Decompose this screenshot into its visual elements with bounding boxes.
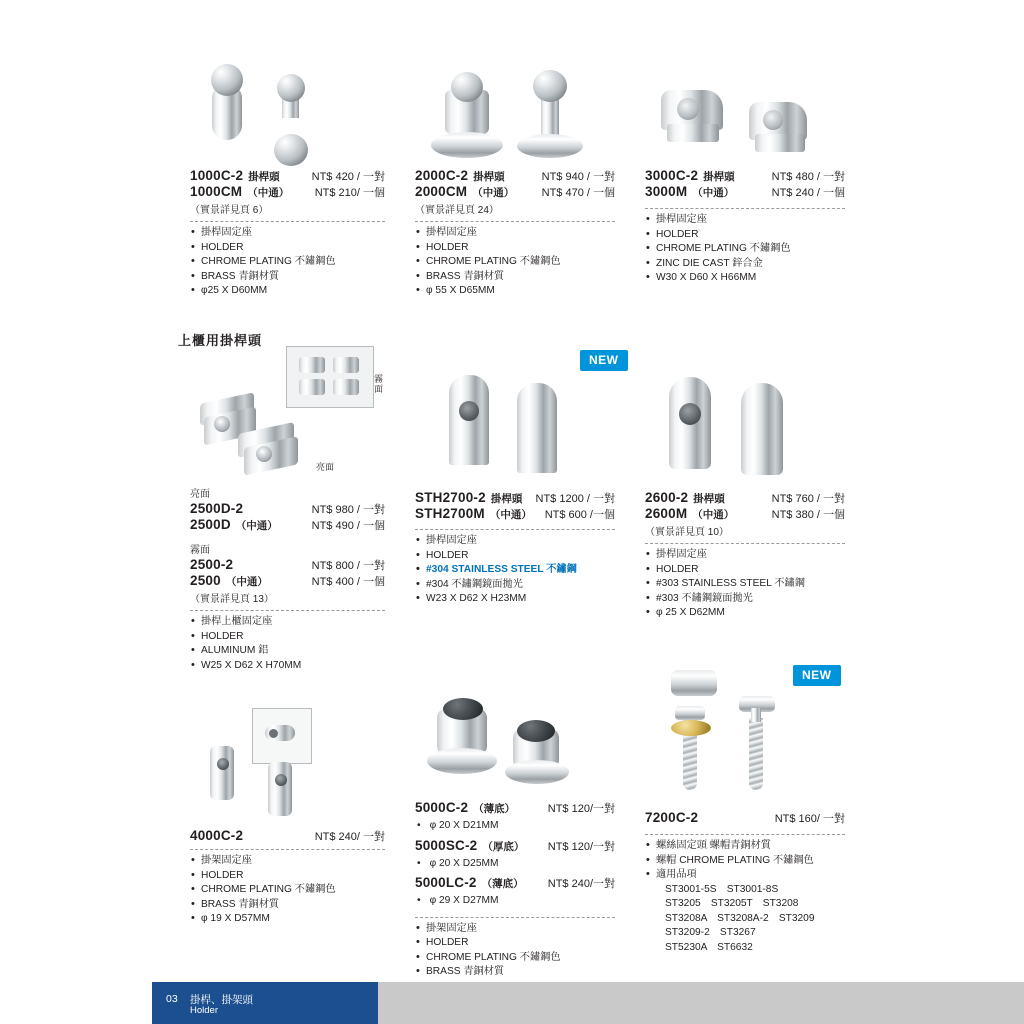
label-matte-vertical: 霧面	[374, 374, 384, 394]
product-code: 2500-2	[190, 557, 234, 572]
product-code-alt: 3000M	[645, 184, 688, 199]
product-5000-group	[415, 690, 615, 980]
label-matte: 霧面	[190, 545, 210, 556]
spec-item: • HOLDER	[190, 630, 385, 645]
product-price-pair: NT$ 160/ 一對	[774, 813, 845, 825]
spec-item: • CHROME PLATING 不鏽鋼色	[190, 255, 385, 270]
product-code-alt: 2000CM	[415, 184, 468, 199]
spec-item: • BRASS 青銅材質	[190, 898, 385, 913]
product-code-alt: 2500D	[190, 517, 231, 532]
product-price-pair: NT$ 120/一對	[547, 803, 615, 815]
product-price-pair: NT$ 1200 / 一對	[535, 493, 615, 505]
label-gloss-small: 亮面	[316, 462, 335, 472]
product-7200c-2	[645, 660, 845, 955]
page-footer	[0, 982, 1024, 1024]
product-price-each: NT$ 210/ 一個	[314, 187, 385, 199]
footer-title-en: Holder	[190, 1005, 218, 1016]
spec-item: • CHROME PLATING 不鏽鋼色	[190, 883, 385, 898]
product-code-sub: 掛桿頭	[248, 171, 280, 183]
product-price-pair: NT$ 800 / 一對	[311, 560, 385, 572]
product-2600-2	[645, 355, 845, 621]
spec-item-highlight: • #304 STAINLESS STEEL 不鏽鋼	[415, 563, 615, 578]
divider	[645, 208, 845, 209]
spec-item: • 掛桿固定座	[645, 548, 845, 563]
spec-item: • BRASS 青銅材質	[190, 270, 385, 285]
spec-item: • ALUMINUM 鋁	[190, 644, 385, 659]
spec-item: • 掛桿固定座	[415, 226, 615, 241]
spec-item: • BRASS 青銅材質	[415, 270, 615, 285]
product-price-pair: NT$ 240/一對	[547, 878, 615, 890]
spec-item: • #304 不鏽鋼鏡面拋光	[415, 578, 615, 593]
spec-item: • 螺絲固定頭 螺帽青銅材質	[645, 839, 845, 854]
product-code-sub: 掛桿頭	[693, 493, 725, 505]
new-badge: NEW	[580, 350, 628, 371]
product-price-pair: NT$ 420 / 一對	[311, 171, 385, 183]
footer-blue-bar	[152, 982, 378, 1024]
product-code-alt-sub: （中通）	[489, 509, 532, 521]
spec-item: • W25 X D62 X H70MM	[190, 659, 385, 674]
product-note: （實景詳見頁 13）	[190, 594, 274, 605]
product-code-sub: （薄底）	[481, 878, 524, 890]
divider	[415, 221, 615, 222]
product-price-pair: NT$ 480 / 一對	[771, 171, 845, 183]
spec-item: • φ 19 X D57MM	[190, 912, 385, 927]
product-code: 7200C-2	[645, 810, 699, 825]
spec-item: • 掛桿固定座	[190, 226, 385, 241]
divider	[645, 543, 845, 544]
product-price-pair: NT$ 980 / 一對	[311, 504, 385, 516]
product-code: 5000SC-2	[415, 837, 478, 853]
divider	[415, 917, 615, 918]
product-image-7200c-2	[645, 660, 845, 810]
product-specs	[645, 213, 845, 286]
product-code-sub: 掛桿頭	[490, 493, 523, 505]
footer-grey-bar	[378, 982, 1024, 1024]
product-code-alt: 2600M	[645, 506, 688, 521]
product-code-alt-sub: （中通）	[235, 520, 278, 532]
product-price-pair: NT$ 120/一對	[547, 840, 615, 853]
product-specs	[190, 854, 385, 927]
product-1000c-2	[190, 40, 385, 299]
product-code-sub: （薄底）	[473, 803, 516, 815]
product-price-each: NT$ 470 / 一個	[541, 187, 615, 199]
product-price-each: NT$ 490 / 一個	[311, 520, 385, 532]
product-specs	[415, 226, 615, 299]
product-specs	[645, 548, 845, 621]
applies-item: ST3209-2 ST3267	[665, 927, 756, 938]
spec-item: • CHROME PLATING 不鏽鋼色	[415, 951, 615, 966]
product-code-alt-sub: （中通）	[247, 187, 290, 199]
product-2500-group	[190, 350, 385, 673]
spec-item: • 掛桿固定座	[415, 534, 615, 549]
product-specs	[415, 922, 615, 980]
product-sub-spec: • φ 20 X D21MM	[417, 820, 499, 831]
product-sth2700-2	[415, 353, 619, 607]
footer-title-zh: 掛桿、掛架頭	[190, 994, 253, 1006]
product-specs	[190, 615, 385, 673]
product-3000c-2	[645, 40, 845, 286]
product-code: 2600-2	[645, 490, 689, 505]
product-code-alt: STH2700M	[415, 506, 485, 521]
spec-item: • 適用品項	[645, 868, 845, 883]
product-price-pair: NT$ 940 / 一對	[541, 171, 615, 183]
product-image-5000	[415, 690, 615, 800]
product-price-each: NT$ 240 / 一個	[771, 187, 845, 199]
section-heading: 上櫃用掛桿頭	[178, 333, 263, 348]
product-image-1000c-2	[190, 40, 385, 168]
divider	[190, 610, 385, 611]
spec-item: • 掛桿上櫃固定座	[190, 615, 385, 630]
spec-item: • HOLDER	[645, 228, 845, 243]
divider	[645, 834, 845, 835]
product-code: 5000LC-2	[415, 875, 477, 890]
product-code-alt-sub: （中通）	[225, 576, 268, 588]
inset-thumbnail	[252, 708, 312, 764]
divider	[415, 529, 615, 530]
spec-item: • 掛架固定座	[415, 922, 615, 937]
spec-item: • #303 STAINLESS STEEL 不鏽鋼	[645, 577, 845, 592]
spec-item: • φ25 X D60MM	[190, 284, 385, 299]
product-code-sub: 掛桿頭	[703, 171, 735, 183]
spec-item: • φ 55 X D65MM	[415, 284, 615, 299]
product-image-2500	[190, 350, 385, 485]
page-number: 03	[166, 993, 178, 1005]
applies-item: ST3208A ST3208A-2 ST3209	[665, 912, 815, 924]
product-code: STH2700-2	[415, 490, 486, 505]
product-code-alt-sub: （中通）	[692, 509, 735, 521]
product-image-3000c-2	[645, 40, 845, 168]
product-code-sub: 掛桿頭	[473, 171, 505, 183]
product-note: （實景詳見頁 10）	[645, 527, 729, 538]
spec-item: • ZINC DIE CAST 鋅合金	[645, 257, 845, 272]
label-gloss: 亮面	[190, 489, 210, 500]
product-image-2000c-2	[415, 40, 615, 168]
product-sub-spec: • φ 20 X D25MM	[417, 857, 499, 869]
product-code-alt-sub: （中通）	[472, 187, 515, 199]
divider	[190, 849, 385, 850]
product-code-alt-sub: （中通）	[692, 187, 735, 199]
spec-item: • W30 X D60 X H66MM	[645, 271, 845, 286]
product-2000c-2	[415, 40, 615, 299]
product-image-4000c-2	[190, 700, 385, 828]
product-note: （實景詳見頁 24）	[415, 205, 499, 216]
applies-item: ST3001-5S ST3001-8S	[665, 883, 779, 895]
spec-item: • #303 不鏽鋼鏡面拋光	[645, 592, 845, 607]
spec-item: • φ 25 X D62MM	[645, 606, 845, 621]
product-code-alt: 1000CM	[190, 184, 243, 199]
product-code: 5000C-2	[415, 800, 469, 815]
spec-item: • HOLDER	[415, 549, 615, 564]
product-specs	[645, 839, 845, 883]
spec-item: • 螺帽 CHROME PLATING 不鏽鋼色	[645, 854, 845, 869]
product-note: （實景詳見頁 6）	[190, 205, 269, 216]
spec-item: • W23 X D62 X H23MM	[415, 592, 615, 607]
product-code: 3000C-2	[645, 168, 699, 183]
product-sub-spec: • φ 29 X D27MM	[417, 895, 499, 906]
product-code: 1000C-2	[190, 168, 244, 183]
product-image-2600-2	[645, 355, 845, 490]
spec-item: • CHROME PLATING 不鏽鋼色	[645, 242, 845, 257]
spec-item: • HOLDER	[190, 241, 385, 256]
spec-item: • HOLDER	[190, 869, 385, 884]
product-specs	[190, 226, 385, 299]
product-image-sth2700-2	[415, 355, 615, 490]
product-code-alt: 2500	[190, 573, 221, 588]
product-code: 2500D-2	[190, 501, 244, 516]
product-price-each: NT$ 380 / 一個	[771, 509, 845, 521]
divider	[190, 221, 385, 222]
inset-thumbnail	[286, 346, 374, 408]
spec-item: • 掛架固定座	[190, 854, 385, 869]
product-price-each: NT$ 600 /一個	[544, 509, 615, 521]
spec-item: • HOLDER	[645, 563, 845, 578]
product-4000c-2	[190, 700, 385, 927]
spec-item: • HOLDER	[415, 241, 615, 256]
spec-item: • CHROME PLATING 不鏽鋼色	[415, 255, 615, 270]
product-code: 2000C-2	[415, 168, 469, 183]
product-price-each: NT$ 400 / 一個	[311, 576, 385, 588]
spec-item: • 掛桿固定座	[645, 213, 845, 228]
applies-item: ST5230A ST6632	[665, 941, 753, 953]
applies-item: ST3205 ST3205T ST3208	[665, 898, 799, 909]
product-specs	[415, 534, 615, 607]
product-price-pair: NT$ 760 / 一對	[771, 493, 845, 505]
spec-item: • HOLDER	[415, 936, 615, 951]
product-code: 4000C-2	[190, 828, 244, 843]
product-price-pair: NT$ 240/ 一對	[314, 831, 385, 843]
product-code-sub: （厚底）	[482, 840, 525, 853]
spec-item: • BRASS 青銅材質	[415, 965, 615, 980]
new-badge: NEW	[793, 665, 841, 686]
